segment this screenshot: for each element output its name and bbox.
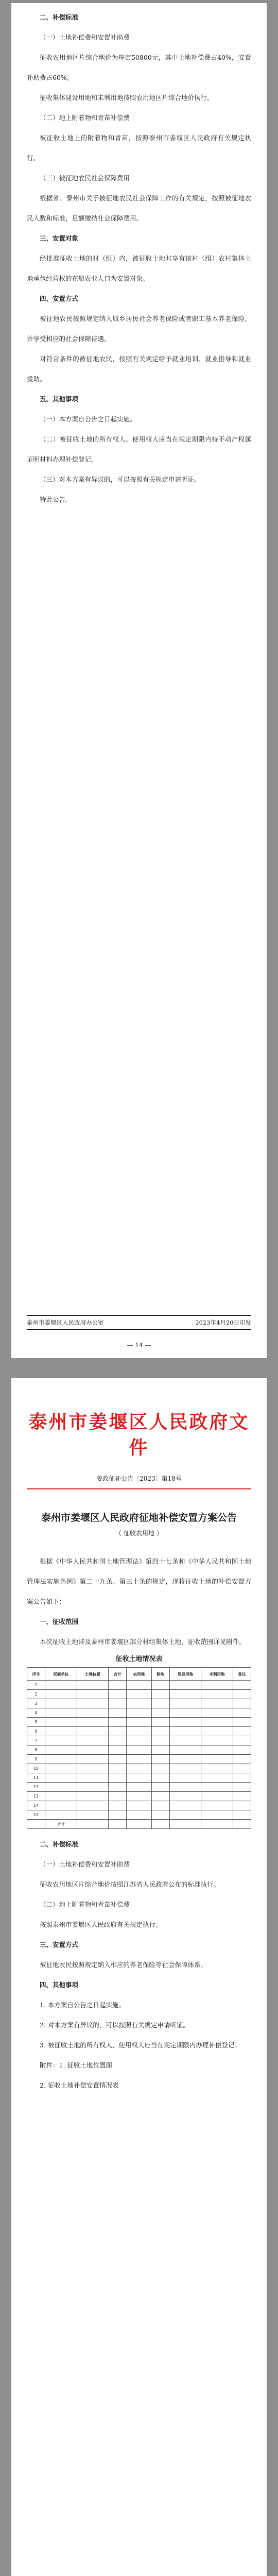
table-cell — [45, 1801, 77, 1810]
table-cell — [233, 1783, 251, 1792]
table-row — [27, 1755, 251, 1764]
body-paragraph: （三）对本方案有异议的，可以按照有关规定申请听证。 — [40, 476, 201, 483]
table-cell — [201, 1764, 233, 1773]
document-title: 泰州市姜堰区人民政府征地补偿安置方案公告 — [41, 1512, 237, 1523]
body-paragraph: 对符合条件的被征地农民，按照有关规定给予就业培训、就业指导和就业援助。 — [27, 355, 251, 383]
table-caption: 征收土地情况表 — [115, 1655, 163, 1663]
section-heading: 四、安置方式 — [40, 295, 79, 302]
table-cell: 9 — [27, 1755, 45, 1764]
table-cell — [151, 1755, 169, 1764]
table-cell — [151, 1764, 169, 1773]
table-cell — [127, 1681, 151, 1690]
document-subtitle: （ 征收农用地 ） — [115, 1530, 163, 1537]
table-cell — [77, 1690, 109, 1699]
table-header-row — [27, 1668, 251, 1681]
table-cell: 3 — [27, 1699, 45, 1708]
table-cell — [127, 1783, 151, 1792]
table-cell — [233, 1755, 251, 1764]
table-row — [27, 1810, 251, 1820]
table-cell — [77, 1810, 109, 1820]
table-cell — [233, 1708, 251, 1718]
table-cell — [169, 1820, 201, 1829]
table-cell: 13 — [27, 1792, 45, 1801]
table-cell — [233, 1736, 251, 1745]
table-row — [27, 1681, 251, 1690]
table-cell — [45, 1690, 77, 1699]
body-paragraph: （一）土地补偿费和安置补助费 — [40, 1860, 130, 1868]
table-row — [27, 1773, 251, 1783]
table-cell — [77, 1773, 109, 1783]
table-cell — [109, 1773, 127, 1783]
table-cell — [201, 1783, 233, 1792]
table-cell — [45, 1773, 77, 1783]
table-row — [27, 1745, 251, 1755]
section-heading: 一、征收范围 — [40, 1618, 79, 1625]
table-cell — [169, 1764, 201, 1773]
table-cell: 10 — [27, 1764, 45, 1773]
table-cell — [151, 1690, 169, 1699]
table-cell — [109, 1783, 127, 1792]
table-cell: 7 — [27, 1736, 45, 1745]
table-cell — [127, 1810, 151, 1820]
table-row — [27, 1727, 251, 1736]
table-row — [27, 1783, 251, 1792]
section-heading: 二、补偿标准 — [40, 1840, 79, 1848]
table-cell — [201, 1681, 233, 1690]
table-cell — [127, 1718, 151, 1727]
table-cell — [233, 1718, 251, 1727]
table-cell — [201, 1792, 233, 1801]
table-cell — [127, 1773, 151, 1783]
table-cell — [127, 1755, 151, 1764]
table-cell — [201, 1801, 233, 1810]
table-cell — [109, 1718, 127, 1727]
table-cell — [109, 1810, 127, 1820]
body-paragraph: 根据省、泰州市关于被征地农民社会保障工作的有关规定，按照被征地农民人数和标准，足额缴纳社会保障费用。 — [27, 194, 251, 222]
table-cell — [127, 1792, 151, 1801]
section-paragraph: 本次征收土地涉及泰州市姜堰区部分村组集体土地，征收范围详见附件。 — [40, 1638, 246, 1646]
table-cell — [169, 1783, 201, 1792]
table-cell: 合计 — [45, 1820, 77, 1829]
table-cell — [45, 1755, 77, 1764]
table-cell — [151, 1792, 169, 1801]
table-cell — [233, 1801, 251, 1810]
table-cell — [127, 1764, 151, 1773]
table-cell — [77, 1783, 109, 1792]
table-cell — [45, 1783, 77, 1792]
body-paragraph: 征收集体建设用地和未利用地按照农用地区片综合地价执行。 — [40, 94, 214, 101]
table-cell — [109, 1690, 127, 1699]
table-cell — [201, 1810, 233, 1820]
table-cell — [233, 1810, 251, 1820]
body-paragraph: 附件：1. 征收土地位置图 — [40, 2061, 112, 2069]
table-cell — [233, 1681, 251, 1690]
table-cell — [77, 1736, 109, 1745]
table-cell — [169, 1773, 201, 1783]
table-header-cell: 耕地 — [151, 1668, 169, 1681]
document-number: 姜政征补公告〔2023〕第18号 — [96, 1475, 182, 1482]
table-cell — [169, 1727, 201, 1736]
intro-paragraph: 根据《中华人民共和国土地管理法》第四十七条和《中华人民共和国土地管理法实施条例》第二十九条、第三十条的规定，现将征收土地的补偿安置方案公告如下： — [27, 1557, 251, 1605]
table-cell — [201, 1755, 233, 1764]
table-cell — [169, 1810, 201, 1820]
table-header-cell: 建设用地 — [169, 1668, 201, 1681]
table-cell: 2 — [27, 1690, 45, 1699]
table-cell — [151, 1783, 169, 1792]
body-paragraph: 征收农用地区片综合地价按照江苏省人民政府公布的标准执行。 — [40, 1880, 220, 1888]
body-paragraph: 特此公告。 — [40, 496, 72, 503]
table-cell — [109, 1708, 127, 1718]
table-row — [27, 1820, 251, 1829]
table-header-cell: 序号 — [27, 1668, 45, 1681]
table-cell — [45, 1792, 77, 1801]
body-paragraph: （二）被征收土地的所有权人、使用权人应当在规定期限内持不动产权属证明材料办理补偿登记。 — [27, 435, 251, 463]
table-row — [27, 1736, 251, 1745]
body-paragraph: （一）土地补偿费和安置补助费 — [40, 33, 130, 41]
agency-header: 泰州市姜堰区人民政府文件 — [28, 1411, 250, 1459]
table-cell — [233, 1745, 251, 1755]
table-row — [27, 1764, 251, 1773]
table-cell — [45, 1764, 77, 1773]
table-cell — [233, 1764, 251, 1773]
table-cell — [77, 1801, 109, 1810]
table-cell — [201, 1745, 233, 1755]
footer-date: 2023年4月20日印发 — [195, 1319, 251, 1326]
table-cell — [169, 1681, 201, 1690]
table-cell: 4 — [27, 1708, 45, 1718]
body-paragraph: 3. 被征收土地的所有权人、使用权人应当在规定期限内办理补偿登记。 — [40, 2041, 241, 2049]
table-cell — [45, 1699, 77, 1708]
table-body — [27, 1681, 251, 1829]
table-cell — [45, 1708, 77, 1718]
body-paragraph: 被征地农民按照规定纳入相应的养老保险等社会保障体系。 — [40, 1961, 207, 1969]
page-number: — 14 — — [127, 1342, 151, 1349]
body-paragraph: 被征地农民按照规定纳入城乡居民社会养老保险或者职工基本养老保险，并享受相应的社会保障待遇。 — [27, 315, 251, 343]
table-cell — [151, 1810, 169, 1820]
table-cell: 1 — [27, 1681, 45, 1690]
table-row — [27, 1718, 251, 1727]
table-cell — [109, 1792, 127, 1801]
body-paragraph: 征收农用地区片综合地价为每亩50800元，其中土地补偿费占40%，安置补助费占60%。 — [27, 54, 251, 81]
table-cell — [45, 1718, 77, 1727]
table-cell — [151, 1681, 169, 1690]
table-cell — [127, 1690, 151, 1699]
table-cell — [109, 1736, 127, 1745]
table-cell — [201, 1820, 233, 1829]
body-paragraph: 被征收土地上的附着物和青苗，按照泰州市姜堰区人民政府有关规定执行。 — [27, 134, 251, 162]
table-cell — [109, 1681, 127, 1690]
table-cell — [169, 1792, 201, 1801]
table-cell — [201, 1736, 233, 1745]
table-cell — [201, 1773, 233, 1783]
table-cell — [127, 1820, 151, 1829]
table-cell — [127, 1745, 151, 1755]
table-row — [27, 1801, 251, 1810]
table-cell: 12 — [27, 1783, 45, 1792]
table-cell — [109, 1755, 127, 1764]
table-cell — [151, 1745, 169, 1755]
table-row — [27, 1690, 251, 1699]
body-paragraph: 1. 本方案自公告之日起实施。 — [40, 2001, 125, 2009]
table-cell — [233, 1792, 251, 1801]
table-cell — [27, 1820, 45, 1829]
table-header-cell: 农用地 — [127, 1668, 151, 1681]
table-cell — [77, 1718, 109, 1727]
table-cell — [77, 1699, 109, 1708]
table-cell — [77, 1764, 109, 1773]
table-cell — [45, 1745, 77, 1755]
table-cell — [151, 1718, 169, 1727]
table-cell — [77, 1755, 109, 1764]
table-cell — [169, 1699, 201, 1708]
section-heading: 二、补偿标准 — [40, 13, 79, 21]
table-cell — [127, 1699, 151, 1708]
page-1-body — [27, 7, 251, 510]
table-cell — [109, 1699, 127, 1708]
table-cell — [201, 1727, 233, 1736]
table-cell — [233, 1727, 251, 1736]
table-cell — [151, 1820, 169, 1829]
table-cell — [169, 1755, 201, 1764]
document-page-2 — [11, 1378, 267, 2576]
table-row — [27, 1699, 251, 1708]
table-cell — [45, 1681, 77, 1690]
page-gap — [0, 1358, 278, 1378]
table-header-cell: 备注 — [233, 1668, 251, 1681]
table-cell — [201, 1708, 233, 1718]
table-cell — [151, 1708, 169, 1718]
table-cell — [109, 1764, 127, 1773]
table-cell — [201, 1699, 233, 1708]
table-cell — [77, 1820, 109, 1829]
table-cell — [109, 1727, 127, 1736]
table-cell — [169, 1745, 201, 1755]
table-cell — [77, 1708, 109, 1718]
table-cell — [109, 1801, 127, 1810]
table-cell — [77, 1745, 109, 1755]
page-1-footer — [27, 1315, 251, 1330]
table-cell: 6 — [27, 1727, 45, 1736]
document-page-1 — [11, 3, 267, 1358]
table-cell — [169, 1690, 201, 1699]
footer-issuer: 泰州市姜堰区人民政府办公室 — [27, 1319, 104, 1326]
table-cell — [169, 1708, 201, 1718]
table-cell — [233, 1690, 251, 1699]
table-cell — [151, 1699, 169, 1708]
table-cell — [169, 1736, 201, 1745]
body-paragraph: （一）本方案自公告之日起实施。 — [40, 415, 136, 423]
section-heading: 四、其他事项 — [40, 1981, 79, 1989]
table-cell — [77, 1681, 109, 1690]
table-row — [27, 1708, 251, 1718]
land-table — [27, 1667, 251, 1829]
table-header-cell: 权属单位 — [45, 1668, 77, 1681]
table-cell: 15 — [27, 1810, 45, 1820]
table-header-cell: 土地位置 — [77, 1668, 109, 1681]
table-cell — [127, 1708, 151, 1718]
table-cell — [151, 1773, 169, 1783]
table-cell — [151, 1736, 169, 1745]
table-cell — [77, 1792, 109, 1801]
body-paragraph: 按照泰州市姜堰区人民政府有关规定执行。 — [40, 1921, 162, 1928]
page-2-body — [27, 1834, 251, 2095]
table-cell — [169, 1801, 201, 1810]
table-cell: 11 — [27, 1773, 45, 1783]
table-cell — [169, 1718, 201, 1727]
table-cell: 5 — [27, 1718, 45, 1727]
table-cell — [151, 1727, 169, 1736]
body-paragraph: （二）地上附着物和青苗补偿费 — [40, 114, 130, 122]
body-paragraph: 经批准征收土地的村（组）内，被征收土地时享有该村（组）农村集体土地承包经营权的在册农业人口为安置对象。 — [27, 255, 251, 282]
body-paragraph: （三）被征地农民社会保障费用 — [40, 174, 130, 182]
table-header-cell: 未利用地 — [201, 1668, 233, 1681]
section-heading: 五、其他事项 — [40, 395, 79, 403]
table-cell: 14 — [27, 1801, 45, 1810]
table-cell — [127, 1727, 151, 1736]
table-cell — [233, 1820, 251, 1829]
table-row — [27, 1792, 251, 1801]
red-divider — [27, 1488, 251, 1489]
table-cell — [45, 1810, 77, 1820]
body-paragraph: 2. 对本方案有异议的，可以按照有关规定申请听证。 — [40, 2021, 189, 2029]
section-heading: 三、安置对象 — [40, 234, 79, 242]
table-cell — [127, 1736, 151, 1745]
table-header-cell: 合计 — [109, 1668, 127, 1681]
table-cell: 8 — [27, 1745, 45, 1755]
table-cell — [45, 1736, 77, 1745]
table-cell — [77, 1727, 109, 1736]
table-cell — [201, 1718, 233, 1727]
table-cell — [233, 1699, 251, 1708]
table-cell — [233, 1773, 251, 1783]
table-cell — [151, 1801, 169, 1810]
table-cell — [45, 1727, 77, 1736]
table-cell — [127, 1801, 151, 1810]
body-paragraph: 2. 征收土地补偿安置情况表 — [40, 2081, 119, 2089]
body-paragraph: （二）地上附着物和青苗补偿费 — [40, 1901, 130, 1908]
table-cell — [109, 1745, 127, 1755]
section-heading: 三、安置方式 — [40, 1941, 79, 1948]
table-cell — [201, 1690, 233, 1699]
table-cell — [109, 1820, 127, 1829]
